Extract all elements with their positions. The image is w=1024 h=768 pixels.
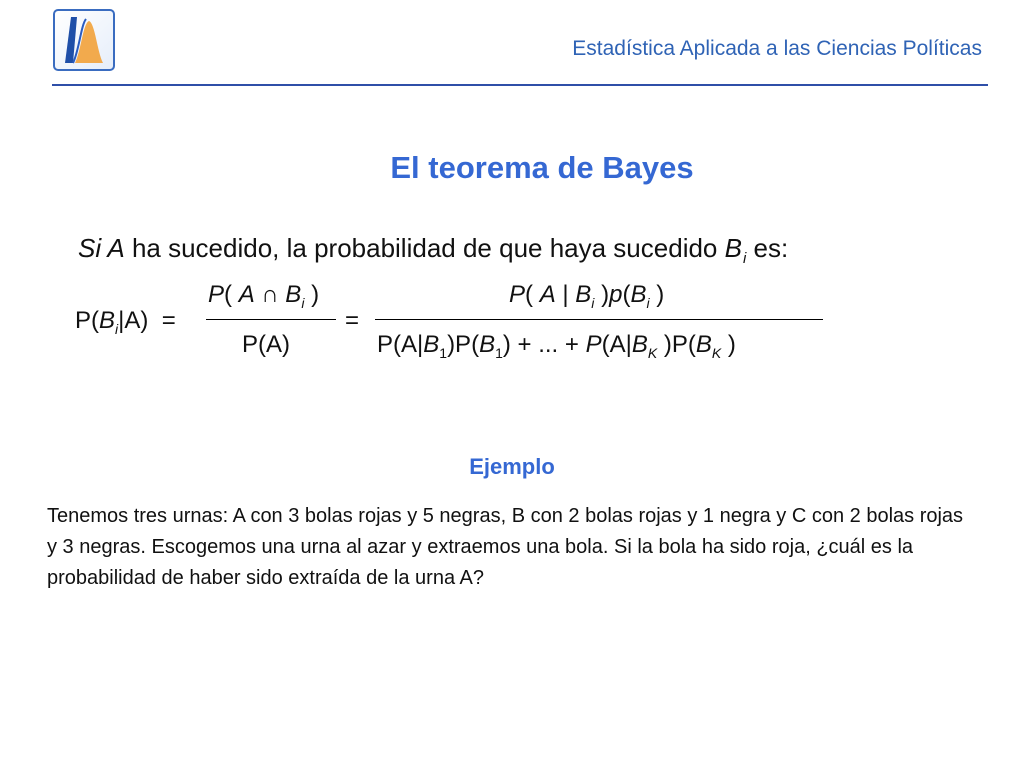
fraction1-line: [206, 319, 336, 320]
fraction1-numerator: P( A ∩ $B_i$ ): [208, 281, 320, 311]
formula-lhs: $P(B_i|A)$ =: [75, 307, 176, 337]
premise-end: es:: [746, 233, 789, 263]
course-logo: [53, 9, 115, 71]
bayes-formula: [75, 276, 835, 376]
premise-event: B: [724, 233, 742, 263]
fraction2-denominator: $P(A|B_1)P(B_1)$ + ... + $P(A|B_K$ )$P(B_K$ ): [377, 331, 736, 361]
fraction1-denominator: P(A): [242, 331, 290, 358]
course-title: Estadística Aplicada a las Ciencias Políticas: [572, 37, 982, 60]
example-title: Ejemplo: [469, 454, 555, 479]
formula-equals-2: =: [345, 307, 360, 334]
premise-condition: Si A: [78, 233, 125, 263]
fraction2-numerator: P( A | $B_i$ )$p(B_i$ ): [509, 281, 665, 311]
premise-middle: ha sucedido, la probabilidad de que haya sucedido: [124, 233, 725, 263]
header-divider: [52, 84, 988, 86]
example-text: Tenemos tres urnas: A con 3 bolas rojas y 5 negras, B con 2 bolas rojas y 1 negra y C con 2 bolas rojas y 3 negras. Escogemos una urna al azar y extraemos una bola. Si la bola ha sido roja, ¿cuál es la probabilidad de haber sido extraída de la urna A?: [47, 505, 964, 589]
premise-text: [78, 233, 789, 267]
premise-subscript: i: [742, 250, 747, 267]
slide-title: El teorema de Bayes: [390, 150, 694, 185]
fraction2-line: [375, 319, 823, 320]
